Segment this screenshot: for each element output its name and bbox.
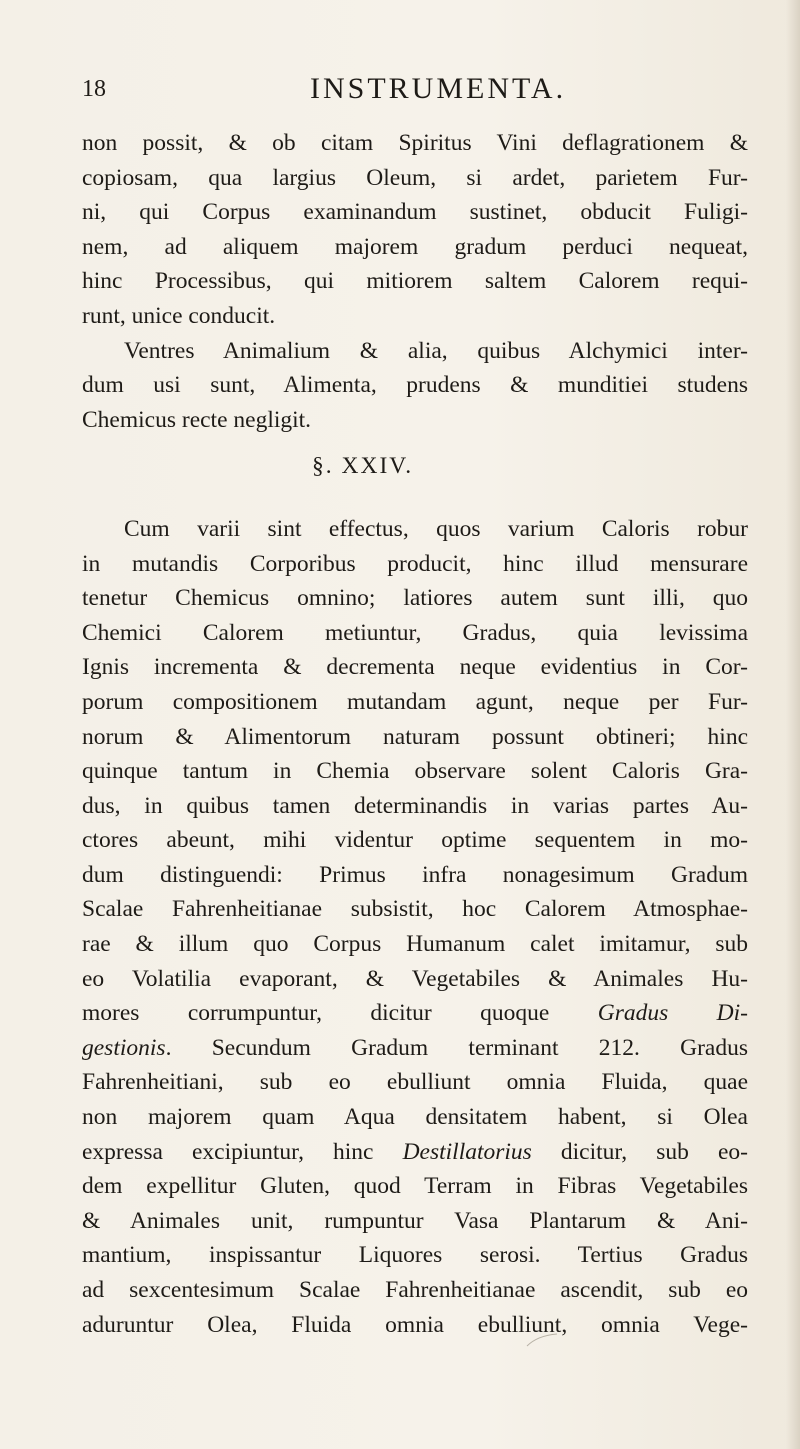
text-line: dum usi sunt, Alimenta, prudens & munditiei studens	[82, 372, 748, 399]
text-line: tenetur Chemicus omnino; latiores autem sunt illi, quo	[82, 585, 748, 612]
text-line: & Animales unit, rumpuntur Vasa Plantarum & Ani-	[82, 1207, 748, 1234]
text-line: mantium, inspissantur Liquores serosi. Tertius Gradus	[82, 1242, 748, 1269]
page-number: 18	[82, 76, 106, 102]
ink-mark	[525, 1332, 559, 1350]
text-line: in mutandis Corporibus producit, hinc illud mensurare	[82, 550, 748, 577]
text-line: aduruntur Olea, Fluida omnia ebulliunt, omnia Vege-	[82, 1311, 748, 1338]
running-head: INSTRUMENTA.	[310, 72, 567, 105]
text-line: ad sexcentesimum Scalae Fahrenheitianae ascendit, sub eo	[82, 1277, 748, 1303]
text-line: Cum varii sint effectus, quos varium Caloris robur	[124, 515, 748, 542]
text-line: rae & illum quo Corpus Humanum calet imitamur, sub	[82, 931, 748, 958]
text-line: non majorem quam Aqua densitatem habent, si Olea	[82, 1104, 748, 1131]
section-heading: §. XXIV.	[312, 453, 414, 480]
text-line: copiosam, qua largius Oleum, si ardet, parietem Fur-	[82, 164, 748, 191]
page-header	[82, 72, 722, 116]
text-line: runt, unice conducit.	[82, 302, 276, 329]
text-line: Ventres Animalium & alia, quibus Alchymici inter-	[124, 337, 748, 364]
text-line: ctores abeunt, mihi videntur optime sequentem in mo-	[82, 827, 748, 854]
text-line: Ignis incrementa & decrementa neque evidentius in Cor-	[82, 654, 748, 681]
text-line	[82, 996, 748, 1031]
text-segment: expressa excipiuntur, hinc	[82, 1138, 403, 1165]
text-line: Chemicus recte negligit.	[82, 406, 312, 433]
text-line: Fahrenheitiani, sub eo ebulliunt omnia Fluida, quae	[82, 1069, 748, 1096]
text-line	[82, 1031, 748, 1066]
text-segment: . Secundum Gradum terminant 212. Gradus	[165, 1034, 748, 1061]
text-line	[82, 1135, 748, 1170]
text-line: porum compositionem mutandam agunt, neque per Fur-	[82, 688, 748, 715]
paragraph-1	[82, 126, 748, 334]
italic-term: gestionis	[82, 1034, 166, 1061]
text-line: dum distinguendi: Primus infra nonagesimum Gradum	[82, 861, 748, 888]
text-line: non possit, & ob citam Spiritus Vini deflagrationem &	[82, 130, 748, 156]
paragraph-2	[82, 334, 748, 438]
text-line: eo Volatilia evaporant, & Vegetabiles & Animales Hu-	[82, 965, 748, 992]
text-line: nem, ad aliquem majorem gradum perduci nequeat,	[82, 233, 748, 260]
italic-term: Destillatorius	[402, 1138, 532, 1165]
text-line: ni, qui Corpus examinandum sustinet, obducit Fuligi-	[82, 199, 748, 226]
text-segment: dicitur, sub eo-	[531, 1138, 748, 1165]
text-line: norum & Alimentorum naturam possunt obtineri; hinc	[82, 723, 748, 750]
text-line: hinc Processibus, qui mitiorem saltem Calorem requi-	[82, 268, 748, 295]
text-line: quinque tantum in Chemia observare solent Caloris Gra-	[82, 758, 748, 785]
italic-term: Gradus Di-	[597, 1000, 748, 1027]
text-segment: mores corrumpuntur, dicitur quoque	[82, 1000, 598, 1027]
text-line: dus, in quibus tamen determinandis in varias partes Au-	[82, 792, 748, 819]
text-line: Scalae Fahrenheitianae subsistit, hoc Calorem Atmosphae-	[82, 896, 748, 923]
text-line: Chemici Calorem metiuntur, Gradus, quia levissima	[82, 619, 748, 646]
body-text	[82, 126, 748, 1342]
paragraph-3	[82, 512, 748, 1342]
page-edge-shadow	[786, 0, 800, 1449]
text-line: dem expellitur Gluten, quod Terram in Fibras Vegetabiles	[82, 1173, 748, 1200]
